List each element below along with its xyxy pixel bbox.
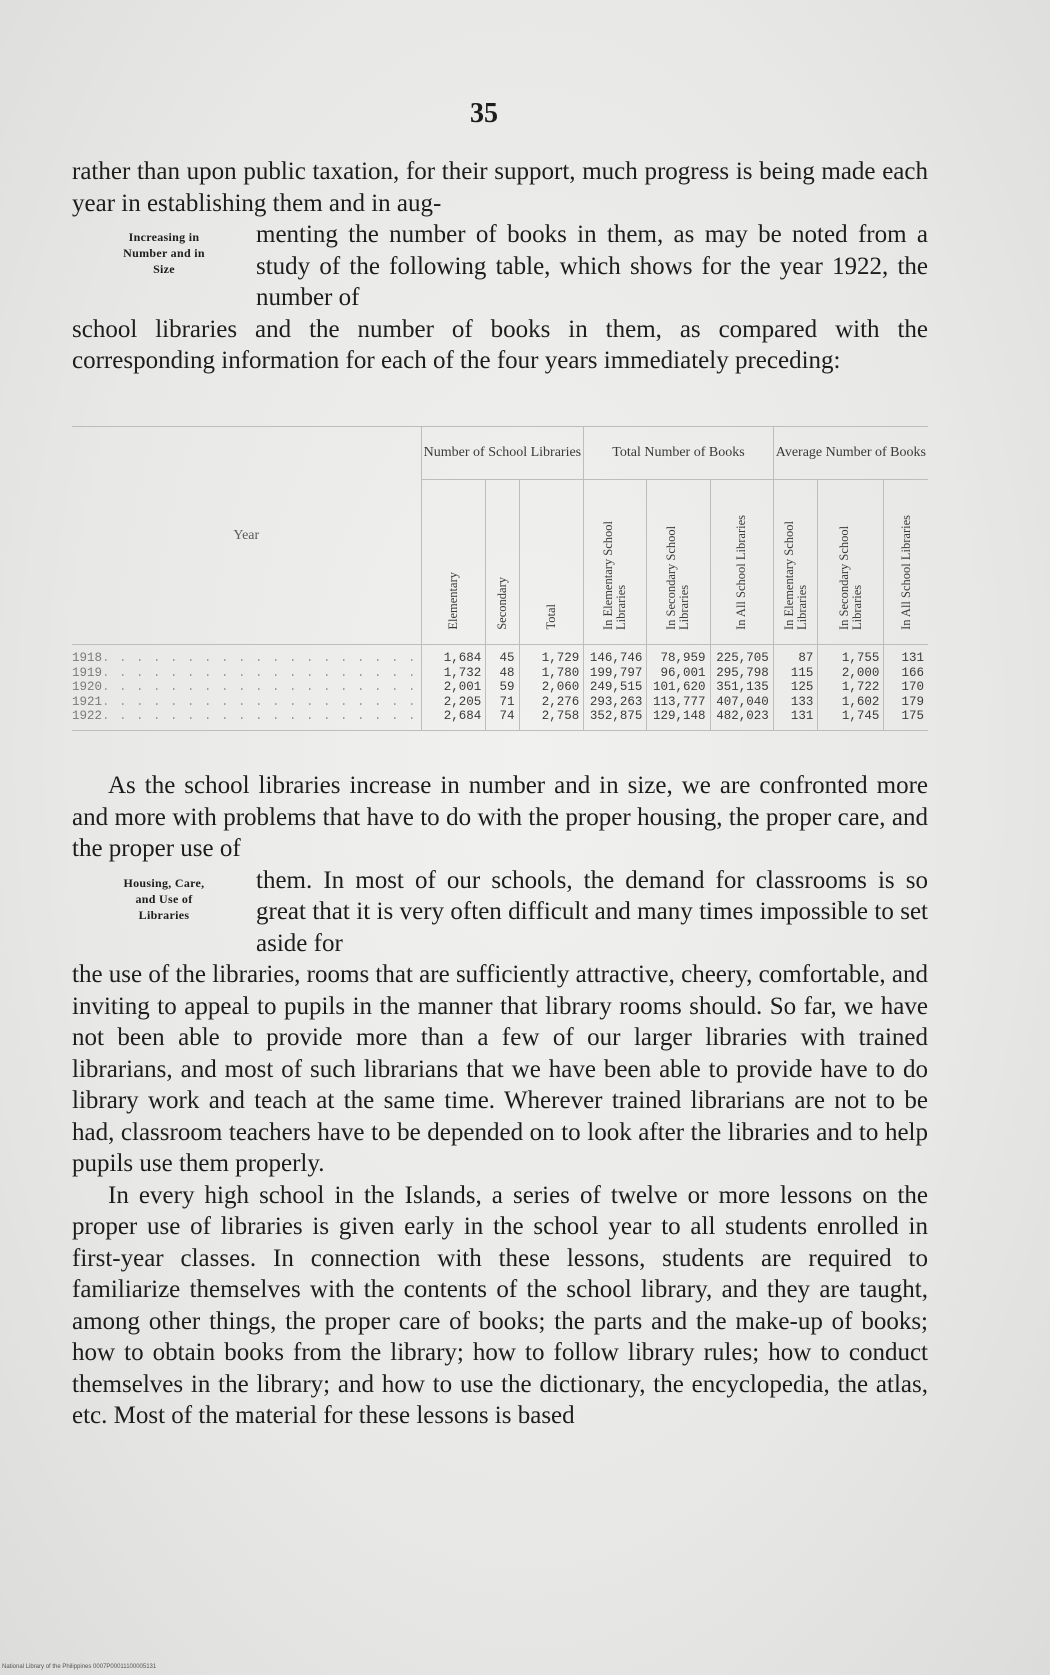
margin-note-housing bbox=[72, 865, 256, 923]
column-header: In All School Libraries bbox=[710, 480, 773, 645]
data-column bbox=[584, 645, 647, 731]
table-cell: 2,276 bbox=[541, 694, 580, 709]
margin-note-line: and Use of bbox=[135, 891, 193, 906]
table-cell: 225,705 bbox=[716, 651, 769, 665]
intro-paragraph bbox=[72, 156, 928, 377]
housing-side-text: them. In most of our schools, the demand for classrooms is so great that it is very often difficult and many times impossible to set aside for bbox=[256, 866, 928, 957]
column-header: Secondary bbox=[486, 480, 519, 645]
page-number: 35 bbox=[470, 98, 498, 129]
table-cell: 199,797 bbox=[589, 665, 643, 680]
data-column bbox=[519, 645, 584, 731]
column-header: In Elementary School Libraries bbox=[773, 480, 818, 645]
data-column bbox=[486, 645, 519, 731]
data-column bbox=[421, 645, 486, 731]
intro-margin-row bbox=[72, 219, 928, 314]
column-header: In All School Libraries bbox=[884, 480, 928, 645]
year-cell: 1921. . . . . . . . . . . . . . . . . . . bbox=[72, 694, 417, 709]
column-header: In Secondary School Libraries bbox=[647, 480, 710, 645]
data-column bbox=[773, 645, 818, 731]
table-cell: 2,758 bbox=[541, 709, 580, 723]
table-cell: 351,135 bbox=[716, 680, 769, 694]
intro-lines-after: school libraries and the number of books in them, as compared with the corresponding information for each of the four years immediately preceding: bbox=[72, 315, 928, 374]
table-cell: 113,777 bbox=[653, 694, 706, 709]
table-cell: 407,040 bbox=[716, 694, 769, 709]
table-cell: 1,602 bbox=[841, 694, 880, 709]
data-column bbox=[710, 645, 773, 731]
page-footer: National Library of the Philippines 0007P00011100005131 bbox=[2, 1664, 157, 1670]
table-cell: 2,000 bbox=[841, 665, 880, 680]
group-header-total-books: Total Number of Books bbox=[584, 427, 773, 480]
year-cell: 1918. . . . . . . . . . . . . . . . . . . bbox=[72, 651, 417, 665]
table-cell: 74 bbox=[499, 709, 515, 723]
housing-lines-after: the use of the libraries, rooms that are sufficiently attractive, cheery, comfortable, and inviting to appeal to pupils in the manner that library rooms should. So far, we have not been able to provide more than a few of our larger libraries with trained librarians, and most of such librarians that we have been able to provide have to do library work and teach at the same time. Wherever trained librarians are not to be had, classroom teachers have to be depended on to look after the libraries and to help pupils use them properly. bbox=[72, 961, 928, 1177]
year-cell: 1922. . . . . . . . . . . . . . . . . . . bbox=[72, 709, 417, 723]
table-body-row bbox=[72, 645, 928, 731]
table-cell: 59 bbox=[499, 680, 515, 694]
table-cell: 293,263 bbox=[589, 694, 643, 709]
housing-paragraph bbox=[72, 770, 928, 1432]
table-cell: 295,798 bbox=[716, 665, 769, 680]
table-cell: 166 bbox=[901, 665, 924, 680]
table-cell: 48 bbox=[499, 665, 515, 680]
table-cell: 1,722 bbox=[841, 680, 880, 694]
table-cell: 1,684 bbox=[443, 651, 482, 665]
table-group-header-row bbox=[72, 427, 928, 480]
table-cell: 2,060 bbox=[541, 680, 580, 694]
table-cell: 101,620 bbox=[653, 680, 706, 694]
year-column-header: Year bbox=[72, 427, 421, 645]
margin-note-line: Increasing in bbox=[128, 230, 200, 244]
housing-lines-before: As the school libraries increase in number and in size, we are confronted more and more with problems that have to do with the proper housing, the proper care, and the proper use of bbox=[72, 772, 928, 862]
table-cell: 1,732 bbox=[443, 665, 482, 680]
table-cell: 2,205 bbox=[443, 694, 482, 709]
margin-note-line: Libraries bbox=[138, 907, 190, 922]
school-libraries-table bbox=[72, 426, 928, 731]
table-cell: 96,001 bbox=[660, 665, 706, 680]
table-cell: 115 bbox=[790, 665, 814, 680]
margin-note-line: Size bbox=[153, 262, 175, 276]
margin-note-increasing bbox=[72, 219, 256, 277]
column-header: In Elementary School Libraries bbox=[584, 480, 647, 645]
table-cell: 133 bbox=[790, 694, 814, 709]
column-header: Elementary bbox=[421, 480, 486, 645]
intro-side-text: menting the number of books in them, as may be noted from a study of the following table, which shows for the year 1922, the number of bbox=[256, 221, 928, 311]
column-header: Total bbox=[519, 480, 584, 645]
table-cell: 170 bbox=[901, 680, 924, 694]
table-cell: 45 bbox=[499, 651, 515, 665]
table-cell: 78,959 bbox=[660, 651, 706, 665]
margin-note-line: Housing, Care, bbox=[123, 875, 205, 890]
table-cell: 2,684 bbox=[443, 709, 482, 723]
table-cell: 71 bbox=[499, 694, 515, 709]
intro-lines-before: rather than upon public taxation, for their support, much progress is being made each year in establishing them and in aug- bbox=[72, 158, 928, 217]
column-header: In Secondary School Libraries bbox=[818, 480, 884, 645]
data-column bbox=[884, 645, 928, 731]
table-cell: 87 bbox=[798, 651, 814, 665]
data-column bbox=[818, 645, 884, 731]
table-cell: 175 bbox=[901, 709, 924, 723]
table-cell: 352,875 bbox=[589, 709, 643, 723]
group-header-average-books: Average Number of Books bbox=[773, 427, 928, 480]
table-cell: 1,745 bbox=[841, 709, 880, 723]
table-cell: 125 bbox=[790, 680, 814, 694]
table-cell: 179 bbox=[901, 694, 924, 709]
table-cell: 131 bbox=[790, 709, 814, 723]
table-cell: 249,515 bbox=[589, 680, 643, 694]
group-header-number-of-libraries: Number of School Libraries bbox=[421, 427, 584, 480]
table-cell: 129,148 bbox=[653, 709, 706, 723]
table-cell: 2,001 bbox=[443, 680, 482, 694]
housing-margin-row bbox=[72, 865, 928, 960]
table-cell: 1,755 bbox=[841, 651, 880, 665]
table-cell: 1,729 bbox=[541, 651, 580, 665]
year-cell: 1919. . . . . . . . . . . . . . . . . . . bbox=[72, 665, 417, 680]
table-cell: 482,023 bbox=[716, 709, 769, 723]
table-cell: 1,780 bbox=[541, 665, 580, 680]
margin-note-line: Number and in bbox=[123, 246, 205, 260]
table-cell: 131 bbox=[901, 651, 924, 665]
data-column bbox=[647, 645, 710, 731]
table-cell: 146,746 bbox=[589, 651, 643, 665]
high-school-lessons-paragraph: In every high school in the Islands, a series of twelve or more lessons on the proper use of libraries is given early in the school year to all students enrolled in first-year classes. In connection with these lessons, students are required to familiarize themselves with the contents of the school library, and they are taught, among other things, the proper care of books; the parts and the make-up of books; how to obtain books from the library; how to follow library rules; how to conduct themselves in the library; and how to use the dictionary, the encyclopedia, the atlas, etc. Most of the material for these lessons is based bbox=[72, 1181, 928, 1429]
year-cell-column bbox=[72, 645, 421, 731]
year-cell: 1920. . . . . . . . . . . . . . . . . . . bbox=[72, 680, 417, 694]
